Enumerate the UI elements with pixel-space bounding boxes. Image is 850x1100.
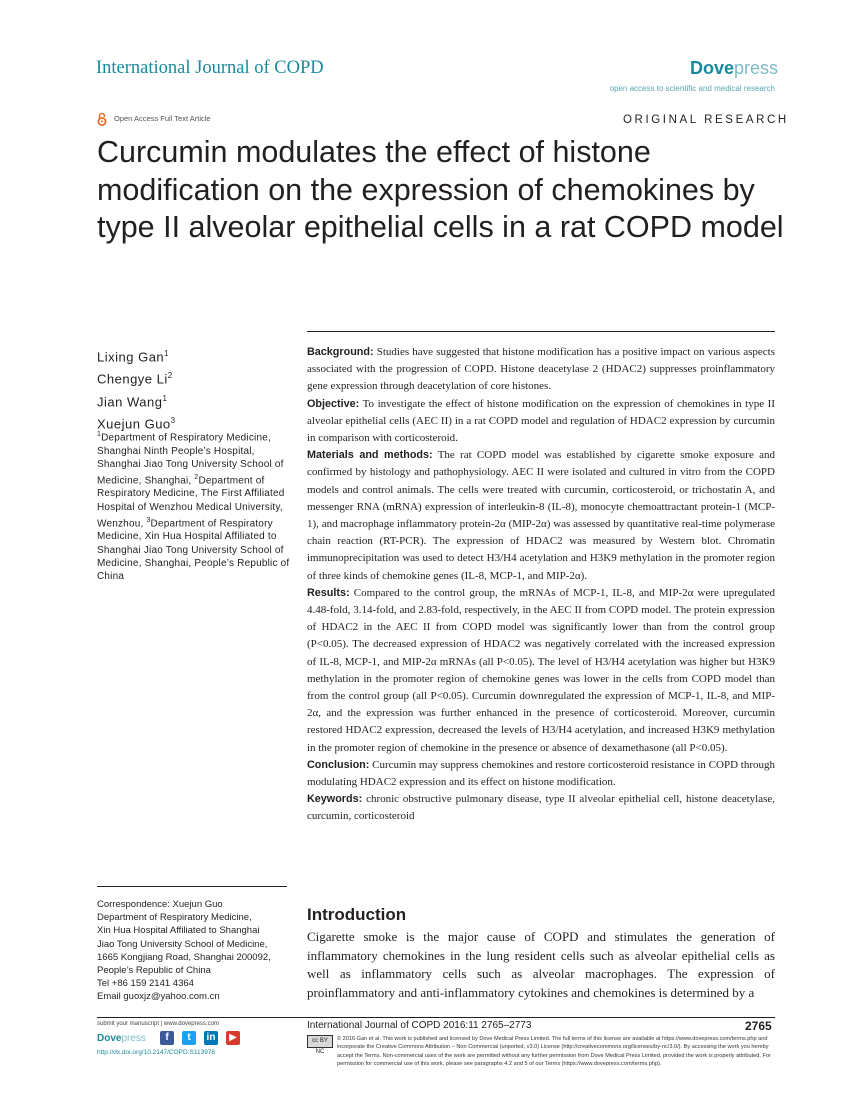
facebook-icon[interactable]: f [160, 1031, 174, 1045]
affiliations: $^1$Department of Respiratory Medicine, Shanghai Ninth People’s Hospital, Shanghai Jiao Tong University School of Medicine, Shanghai, $^2$Department of Respiratory Medicine, The First Affiliated Hospital of Wenzhou Medical University, Wenzhou, $^3$Department of Respiratory Medicine, Xin Hua Hospital Affiliated to Shanghai Jiao Tong University School of Medicine, Shanghai, People’s Republic of China [97, 431, 290, 583]
doi-link[interactable]: http://dx.doi.org/10.2147/COPD.S113978 [97, 1049, 216, 1056]
abstract [307, 344, 775, 826]
author: Lixing Gan$^1$ [97, 349, 170, 365]
correspondence-email[interactable]: Email guoxjz@yahoo.com.cn [97, 991, 220, 1003]
page-number: 2765 [745, 1019, 772, 1033]
submit-manuscript-link[interactable]: submit your manuscript | www.dovepress.com [97, 1021, 219, 1027]
abstract-top-rule [307, 331, 775, 332]
creative-commons-icon[interactable]: cc BY NC [307, 1035, 333, 1048]
twitter-icon[interactable]: t [182, 1031, 196, 1045]
publisher-logo-part1: Dove [690, 58, 735, 78]
abstract-background: Background: Studies have suggested that histone modification has a positive impact on various aspects associated with the progression of COPD. Histone deacetylase 2 (HDAC2) suppresses proinflammatory gene expression through deacetylation of core histones. [307, 346, 775, 393]
correspondence: Correspondence: Xuejun Guo Department of Respiratory Medicine, Xin Hua Hospital Affiliated to Shanghai Jiao Tong University School of Medicine, 1665 Kongjiang Road, Shanghai 200092, People’s Republic of China Tel +86 159 2141 4364 Email guoxjz@yahoo.com.cn [97, 898, 297, 1004]
paper-title: Curcumin modulates the effect of histone modification on the expression of chemokines by type II alveolar epithelial cells in a rat COPD model [97, 135, 784, 244]
publisher-logo[interactable] [690, 58, 778, 79]
article-type: ORIGINAL RESEARCH [623, 114, 789, 126]
open-access-label: Open Access Full Text Article [114, 114, 211, 123]
abstract-objective: Objective: To investigate the effect of histone modification on the expression of chemokines in type II alveolar epithelial cells (AEC II) in a rat COPD model and regulation of HDAC2 expression by curcumin in comparison with corticosteroid. [307, 397, 775, 445]
author: Jian Wang$^1$ [97, 393, 168, 409]
abstract-keywords: Keywords: chronic obstructive pulmonary disease, type II alveolar epithelial cell, histone deacetylase, curcumin, corticosteroid [307, 793, 776, 823]
footer-rule [97, 1017, 775, 1018]
citation-line: International Journal of COPD 2016:11 2765–2773 [307, 1020, 532, 1031]
publisher-logo-small[interactable]: Dovepress [97, 1033, 146, 1044]
journal-name: International Journal of COPD [96, 58, 324, 78]
open-access-icon [97, 112, 107, 126]
license-text: © 2016 Gan et al. This work is published and licensed by Dove Medical Press Limited. The full terms of this license are available at https://www.dovepress.com/terms.php and incorporate the Creative Commons Attribution – Non Commercial (unported, v3.0) License (http://creativecommons.org/licenses/by-nc/3.0/). By accessing the work you hereby accept the Terms. Non-commercial uses of the work are permitted without any further permission from Dove Medical Press Limited, provided the work is properly attributed. For permission for commercial use of this work, please see paragraphs 4.2 and 5 of our Terms (https://www.dovepress.com/terms.php). [337, 1036, 771, 1068]
correspondence-rule [97, 886, 287, 887]
author: Xuejun Guo$^3$ [97, 415, 176, 432]
linkedin-icon[interactable]: in [204, 1031, 218, 1045]
introduction-text: Cigarette smoke is the major cause of COPD and stimulates the generation of inflammatory chemokines in the lung resident cells such as alveolar epithelial cells as well as inflammatory cells such as alveolar macrophages. The expression of proinflammatory and anti-inflammatory cytokines and chemokines is determined by a [307, 929, 775, 1000]
publisher-tagline: open access to scientific and medical research [609, 84, 775, 93]
abstract-conclusion: Conclusion: Curcumin may suppress chemokines and restore corticosteroid resistance in COPD through modulating HDAC2 expression and its effect on histone modification. [307, 758, 776, 789]
youtube-icon[interactable]: ▶ [226, 1031, 240, 1045]
abstract-results: Results: Compared to the control group, the mRNAs of MCP-1, IL-8, and MIP-2α were upregulated 4.48-fold, 3.14-fold, and 2.83-fold, respectively, in the AEC II from COPD model. The protein expression of HDAC2 in the AEC II from COPD model was significantly lower than from the control group (P<0.05). The decreased expression of HDAC2 was negatively correlated with the increased expression of IL-8, MCP-1, and MIP-2α mRNAs (all P<0.05). The level of H3/H4 acetylation was higher but H3K9 methylation in the promoter region of chemokine genes was lower in the cells from COPD model than from the control group (all P<0.05). Curcumin downregulated the expression of MCP-1, IL-8, and MIP-2α, and the expression was further enhanced in the presence of corticosteroid. Moreover, curcumin restored HDAC2 expression, decreased the levels of H3/H4 acetylation, and increased H3K9 methylation in the promoter region of chemokine in the presence or absence of dexamethasone (all P<0.05). [307, 586, 775, 754]
abstract-methods: Materials and methods: The rat COPD model was established by cigarette smoke exposure and confirmed by histology and pathophysiology. AEC II were isolated and cultured in vitro from the COPD models and control animals. The cells were treated with curcumin, corticosteroid, or trichostatin A, and messenger RNA (mRNA) expression of interleukin-8 (IL-8), monocyte chemoattractant protein-1 (MCP-1), and macrophage inflammatory protein-2α (MIP-2α) was assessed by quantitative real-time polymerase chain reaction (RT-PCR). The expression of HDAC2 was measured by Western blot. Chromatin immunoprecipitation was used to detect H3/H4 acetylation and H3K9 methylation in the promoter region of three kinds of chemokine genes (IL-8, MCP-1, and MIP-2α). [307, 449, 775, 582]
publisher-logo-part2: press [734, 58, 779, 78]
section-heading-introduction: Introduction [307, 905, 407, 924]
author-list [97, 344, 176, 433]
author: Chengye Li$^2$ [97, 371, 173, 387]
